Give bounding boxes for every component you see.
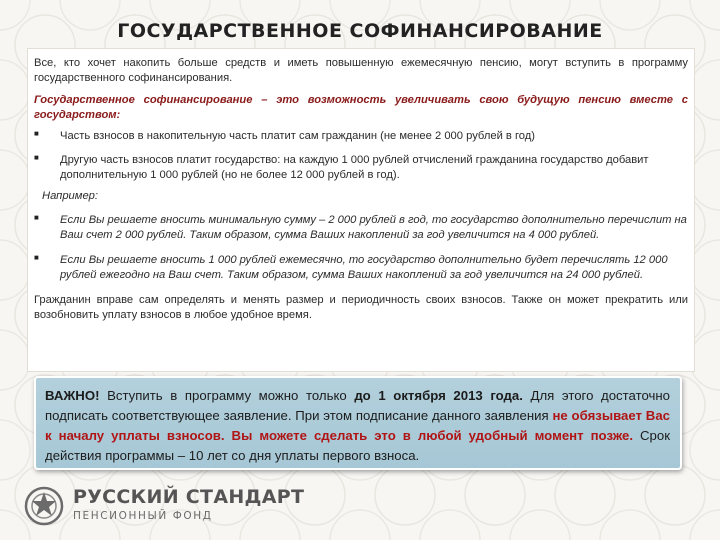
list-item-text: Другую часть взносов платит государство: на каждую 1 000 рублей отчислений гражданина государство добавит дополнительную 1 000 рублей (но не более 12 000 рублей в год).: [60, 154, 649, 181]
logo-emblem-icon: [24, 486, 64, 526]
list-item: [34, 153, 688, 183]
notice-text-3: Срок действия программы – 10 лет со дня уплаты первого взноса.: [45, 428, 670, 463]
list-item-text: Часть взносов в накопительную часть платит сам гражданин (не менее 2 000 рублей в год): [60, 130, 536, 142]
example-text: Если Вы решаете вносить 1 000 рублей ежемесячно, то государство дополнительно будет перечислять 12 000 рублей ежегодно на Ваш счет. Таким образом, сумма Ваших накоплений за год увеличится на 24 000 рублей.: [60, 254, 668, 281]
example-label: Например:: [42, 190, 98, 202]
example-list: [34, 213, 688, 283]
list-item: [34, 129, 688, 144]
bullet-icon: ■: [34, 153, 39, 162]
definition-term: Государственное софинансирование: [34, 94, 253, 106]
logo-text: [73, 485, 305, 525]
logo-name: РУССКИЙ СТАНДАРТ: [73, 485, 305, 508]
notice-text-1: Вступить в программу можно только: [99, 388, 355, 403]
important-notice: [34, 376, 682, 470]
logo-subtitle: ПЕНСИОННЫЙ ФОНД: [73, 509, 213, 522]
not-oblige-text: не обязывает Вас к началу уплаты взносов.: [45, 408, 670, 443]
definition-paragraph: [34, 93, 688, 123]
definition-rest: – это возможность увеличивать свою будущую пенсию вместе с государством:: [34, 94, 688, 121]
bullet-icon: ■: [34, 129, 39, 138]
closing-paragraph: Гражданин вправе сам определять и менять размер и периодичность своих взносов. Также он может прекратить или возобновить уплату взносов в любое удобное время.: [34, 294, 688, 321]
bullet-icon: ■: [34, 253, 39, 262]
company-logo: [24, 486, 304, 526]
main-content: [34, 56, 688, 323]
deadline: до 1 октября 2013 года.: [354, 388, 523, 403]
page-title: ГОСУДАРСТВЕННОЕ СОФИНАНСИРОВАНИЕ: [117, 20, 603, 42]
list-item: [34, 213, 688, 243]
intro-paragraph: Все, кто хочет накопить больше средств и иметь повышенную ежемесячную пенсию, могут вступить в программу государственного софинансирования.: [34, 57, 688, 84]
list-item: [34, 253, 688, 283]
contribution-list: [34, 129, 688, 183]
notice-text-2: Для этого достаточно подписать соответствующее заявление. При этом подписание данного заявления: [45, 388, 670, 423]
bullet-icon: ■: [34, 213, 39, 222]
example-text: Если Вы решаете вносить минимальную сумму – 2 000 рублей в год, то государство дополнительно перечислит на Ваш счет 2 000 рублей. Таким образом, сумма Ваших накоплений за год увеличится на 4 000 рублей.: [60, 214, 687, 241]
important-label: ВАЖНО!: [45, 388, 100, 403]
anytime-text: Вы можете сделать это в любой удобный момент позже.: [224, 428, 633, 443]
